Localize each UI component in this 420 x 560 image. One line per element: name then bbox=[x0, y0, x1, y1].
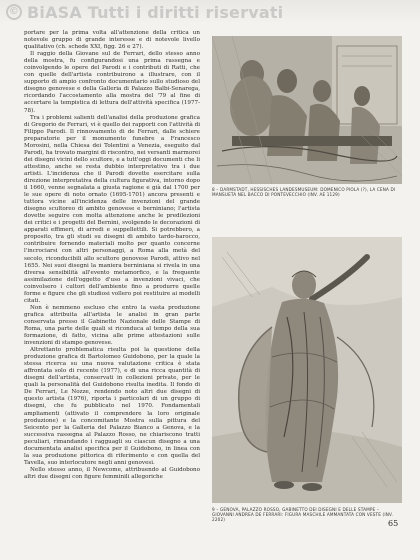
paragraph: Non è nemmeno escluso che entro la vasta produzione grafica attribuita all'artista le analisi in gran parte conservata presso il Gabinetto Nazionale delle Stampe di Roma, una parte delle quali si riconduca al tempo della sua formazione, di fatto, vicina alle prime attestazioni sulle invenzioni di stampo genovese. bbox=[24, 304, 200, 347]
banquet-sketch-image bbox=[212, 36, 402, 184]
page-number: 65 bbox=[388, 519, 399, 528]
body-text-column bbox=[24, 30, 200, 481]
watermark bbox=[6, 3, 283, 21]
watermark-text: BiASA Tutti i diritti riservati bbox=[27, 2, 284, 22]
paragraph: Nello stesso anno, il Newcome, attribuendo al Guidobono altri due disegni con figure femminili allegoriche bbox=[24, 466, 200, 480]
paragraph: Il raggio della Giovane sul de Ferrari, dello stesso anno della mostra, fu configurandosi una prima rassegna e coinvolgendo le opere del Parodi e i contributi di Ratti, che con quelle dell'artista contribuirono a illustrare, con il supporto di ampio confronto documentario sullo studioso del disegno genovese e della Galleria di Palazzo Balbi-Senarega, ricordando l'accostamento alla mostra del '79 al fine di accertare la tempistica di lettura dell'attività specifica (1977-78). bbox=[24, 51, 200, 114]
watermark-bar bbox=[0, 0, 420, 24]
paragraph: Tra i problemi salienti dell'analisi della produzione grafica di Gregorio de Ferrari, vi è quello dei rapporti con l'attività di Filippo Parodi. Il rinnovamento di de Ferrari, dalle schiere preparatorie per il monumento funebre a Francesco Morosini, nella Chiesa dei Tolentini a Venezia, eseguito dal Parodi, ha trovato margini di riscontro, nei versanti marmorei dei disegni vicini dello scultore, e a tutt'oggi documenti che li attestino, anche se resta dubbio interpretativo tra i due artisti. L'incidenza che il Parodi dovette esercitare sulla direzione interpretativa della cultura figurativa, intorno dopo il 1660, venne segnalata a giusta ragione e già dal 1700 per le sue opere di noto ornato (1695-1701) ancora presenti e tuttora vicine all'incidenza delle invenzioni del grande disegno scultoreo di ambito genovese e berniniano; l'artista dovette seguire con molta attenzione anche le predilezioni dei critici e i progetti del Bernini, svolgendo le decorazioni di apparati effimeri, di arredi e suppellettili. Si potrebbero, a proposito, tra gli studi su disegni di ambito tardo-barocco, contribuire fornendo materiali molto per quanto concerne l'incrociarsi con altri personaggi, a Roma alla metà del secolo, riconducibili allo scultore genovese Parodi, attivo nel 1655. Nei suoi disegni la maniera berniniana si rivela in una diversa sensibilità all'evento metamorfico, e la frequente assimilazione dell'oggetto d'uso a invenzioni vivaci, che coinvolsero i cultori dell'ambiente fino a produrre quelle forme e figure che gli studiosi vollero poi restituire ai modelli citati. bbox=[24, 114, 200, 304]
paragraph: portare per la prima volta all'attenzione della critica un notevole gruppo di grande interesse e di notevole livello qualitativo (ch. schede XXI, figg. 26 e 27). bbox=[24, 30, 200, 51]
draped-figure-sketch-image bbox=[212, 237, 402, 503]
paragraph: Altrettanto problematica risulta poi la questione della produzione grafica di Bartolomeo Guidobono, per la quale la stessa ricerca su una nuova valutazione critica è stata affrontata solo di recente (1977), e di una ricca quantità di disegni dell'artista, conservati in collezioni private, per le quali la personalità del Guidobono risulta inedita. Il fondo di De Ferrari, Le Nozze, rendendo noto altri due disegni di questo artista (1976), riporta i particolari di un gruppo di disegni, che fu pubblicato nel 1970. Fondamentali ampliamenti (attivato il comprendere la loro originale produzione) e la concomitante Mostra sulla pittura del Seicento per la Galleria del Palazzo Bianco a Genova, e la successiva rassegna al Palazzo Rosso, ne chiariscono tratti peculiari, rimandando i ragguagli su ciascun disegno a una documentata analisi specifica per il Guidobono, in linea con la sua produzione pittorica di riferimento e con quella del Tavella, suo interlocutore negli anni genovesi. bbox=[24, 347, 200, 466]
figure-8-caption: 8 – DARMSTADT, HESSISCHES LANDESMUSEUM: DOMENICO PIOLA (?), LA CENA DI MANSUETA NEL BACCO DI PONTEVECCHIO (INV. AE 1129) bbox=[212, 187, 396, 198]
figure-9-caption: 9 – GENOVA, PALAZZO ROSSO, GABINETTO DEI DISEGNI E DELLE STAMPE – GIOVANNI ANDREA DE FERRARI: FIGURA MASCHILE AMMANTATA CON VESTE (INV. 2202) bbox=[212, 507, 393, 523]
figure-9-drawing bbox=[212, 237, 402, 503]
copyright-icon: © bbox=[6, 4, 22, 20]
figure-8-drawing bbox=[212, 36, 402, 184]
